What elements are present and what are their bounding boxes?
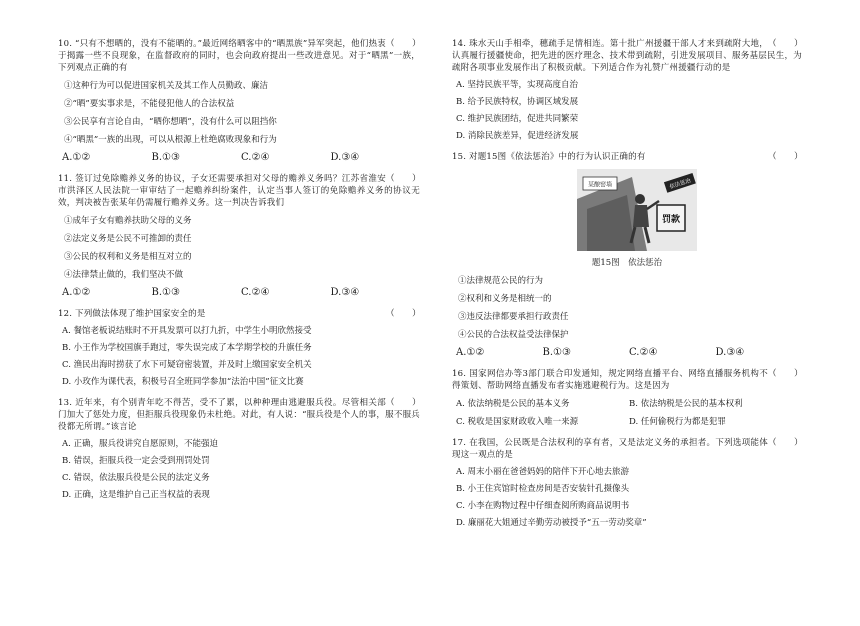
option-a[interactable]: A. 坚持民族平等，实现高度自治 xyxy=(456,80,579,90)
statement-item: ②权利和义务是相统一的 xyxy=(458,294,552,304)
question-13-stem: （ ） 13. 近年来，有个别青年吃不得苦，受不了累，以种种理由逃避服兵役。尽管相关部门加大了惩处力度，但拒服兵役现象仍未杜绝。对此，有人说：“服兵役是个人的事，服不服兵役都无所谓。”该言论 xyxy=(58,398,421,432)
question-13 xyxy=(58,397,420,501)
statement-item: ④公民的合法权益受法律保护 xyxy=(458,330,569,340)
question-16 xyxy=(452,368,802,428)
choice-d[interactable]: D.③④ xyxy=(330,152,360,163)
option-a[interactable]: A. 周末小丽在爸爸妈妈的陪伴下开心地去旅游 xyxy=(456,467,630,477)
question-15 xyxy=(452,151,802,359)
question-12 xyxy=(58,308,420,388)
question-15-stem: 15. 对题15图《依法惩治》中的行为认识正确的有 （ ） xyxy=(452,152,803,162)
answer-paren: （ ） xyxy=(386,174,421,184)
statement-item: ②“晒”要实事求是，不能侵犯他人的合法权益 xyxy=(64,99,235,109)
choice-row xyxy=(58,287,420,299)
option-d[interactable]: D. 小玫作为课代表，积极号召全班同学参加“法治中国”征文比赛 xyxy=(62,377,304,387)
option-a[interactable]: A. 餐馆老板说结账时不开具发票可以打九折，中学生小明欣然接受 xyxy=(62,326,312,336)
option-a[interactable]: A. 依法纳税是公民的基本义务 xyxy=(456,399,570,409)
option-c[interactable]: C. 税收是国家财政收入唯一来源 xyxy=(456,417,579,427)
statement-item: ②法定义务是公民不可推卸的责任 xyxy=(64,234,192,244)
answer-paren: （ ） xyxy=(768,39,803,49)
choice-a[interactable]: A.①② xyxy=(456,347,485,358)
question-11-stem: （ ） 11. 签订过免除赡养义务的协议，子女还需要承担对父母的赡养义务吗？江苏省淮安市洪泽区人民法院一审审结了一起赡养纠纷案件，认定当事人签订的免除赡养义务的协议无效，判决被告张某年仍需履行赡养义务。这一判决告诉我们 xyxy=(58,174,421,208)
figure-caption: 题15图 依法惩治 xyxy=(591,258,663,268)
choice-b[interactable]: B.①③ xyxy=(151,287,180,298)
option-b[interactable]: B. 错误，拒服兵役一定会受到刑罚处罚 xyxy=(62,456,210,466)
question-10 xyxy=(58,38,420,164)
option-b[interactable]: B. 依法纳税是公民的基本权利 xyxy=(629,399,743,409)
answer-paren: （ ） xyxy=(768,152,803,162)
question-17 xyxy=(452,437,802,529)
choice-d[interactable]: D.③④ xyxy=(330,287,360,298)
option-grid xyxy=(452,392,802,428)
option-c[interactable]: C. 渔民出海时捞获了水下可疑窃密装置，并及时上缴国家安全机关 xyxy=(62,360,312,370)
stamp-text: 罚款 xyxy=(661,215,681,225)
choice-d[interactable]: D.③④ xyxy=(715,347,745,358)
question-10-stem: （ ） 10. “只有不想晒的，没有不能晒的。”最近网络晒客中的“晒黑族”异军突起，他们热衷于揭露一些不良现象，在监督政府的同时，也会向政府提出一些改进意见。对于“晒黑”一族，下列观点正确的有 xyxy=(58,39,421,73)
choice-c[interactable]: C.②④ xyxy=(241,287,270,298)
answer-paren: （ ） xyxy=(386,39,421,49)
choice-b[interactable]: B.①③ xyxy=(542,347,571,358)
option-a[interactable]: A. 正确，服兵役讲究自愿原则，不能强迫 xyxy=(62,439,219,449)
answer-paren: （ ） xyxy=(386,398,421,408)
choice-a[interactable]: A.①② xyxy=(62,287,91,298)
statement-item: ①成年子女有赡养扶助父母的义务 xyxy=(64,216,192,226)
question-16-stem: （ ） 16. 国家网信办等3部门联合印发通知，规定网络直播平台、网络直播服务机构不得策划、帮助网络直播发布者实施逃避税行为。这是因为 xyxy=(452,369,803,391)
option-b[interactable]: B. 给予民族特权，协调区域发展 xyxy=(456,97,579,107)
choice-row xyxy=(58,152,420,164)
choice-c[interactable]: C.②④ xyxy=(241,152,270,163)
statement-item: ①这种行为可以促进国家机关及其工作人员勤政、廉洁 xyxy=(64,81,269,91)
choice-a[interactable]: A.①② xyxy=(62,152,91,163)
choice-c[interactable]: C.②④ xyxy=(629,347,658,358)
option-b[interactable]: B. 小王住宾馆时检查房间是否安装针孔摄像头 xyxy=(456,484,630,494)
statement-item: ③公民的权利和义务是相互对立的 xyxy=(64,252,192,262)
question-12-stem: 12. 下列做法体现了维护国家安全的是 （ ） xyxy=(58,309,421,319)
question-11 xyxy=(58,173,420,299)
option-c[interactable]: C. 错误，依法服兵役是公民的法定义务 xyxy=(62,473,210,483)
option-d[interactable]: D. 任何偷税行为都是犯罪 xyxy=(629,417,726,427)
cartoon-figure xyxy=(577,169,697,251)
choice-row xyxy=(452,347,802,359)
option-d[interactable]: D. 廉丽花大姐通过辛勤劳动被授予“五一劳动奖章” xyxy=(456,518,647,528)
answer-paren: （ ） xyxy=(768,369,803,379)
choice-b[interactable]: B.①③ xyxy=(151,152,180,163)
answer-paren: （ ） xyxy=(386,309,421,319)
option-c[interactable]: C. 维护民族团结，促进共同繁荣 xyxy=(456,114,579,124)
sign-left-text: 某酿窑墙 xyxy=(587,181,613,189)
option-b[interactable]: B. 小王作为学校国旗手跑过，零失误完成了本学期学校的升旗任务 xyxy=(62,343,312,353)
left-column xyxy=(58,38,420,510)
question-14-stem: （ ） 14. 珠水天山手相牵，穗疏手足情相连。第十批广州援疆干部人才来到疏附大地，认真履行援疆使命，把先进的医疗理念、技术带到疏附，引进发展项目、服务基层民生，为疏附各项事业发展作出了积极贡献。下列适合作为礼赞广州援疆行动的是 xyxy=(452,39,803,73)
answer-paren: （ ） xyxy=(768,438,803,448)
right-column xyxy=(452,38,802,538)
option-d[interactable]: D. 正确，这是维护自己正当权益的表现 xyxy=(62,490,210,500)
question-17-stem: （ ） 17. 在我国，公民既是合法权利的享有者，又是法定义务的承担者。下列选项能体现这一观点的是 xyxy=(452,438,803,460)
option-c[interactable]: C. 小李在购物过程中仔细查阅所购商品说明书 xyxy=(456,501,630,511)
statement-item: ④法律禁止做的，我们坚决不做 xyxy=(64,270,184,280)
statement-item: ③公民享有言论自由，“晒你想晒”，没有什么可以阻挡你 xyxy=(64,117,277,127)
option-d[interactable]: D. 消除民族差异，促进经济发展 xyxy=(456,131,579,141)
statement-item: ④“晒黑”一族的出现，可以从根源上杜绝腐败现象和行为 xyxy=(64,135,277,145)
sign-right-text: 依法惩治 xyxy=(668,178,692,191)
statement-item: ①法律规范公民的行为 xyxy=(458,276,544,286)
statement-item: ③违反法律都要承担行政责任 xyxy=(458,312,569,322)
cartoon-illustration xyxy=(577,169,697,251)
question-14 xyxy=(452,38,802,142)
